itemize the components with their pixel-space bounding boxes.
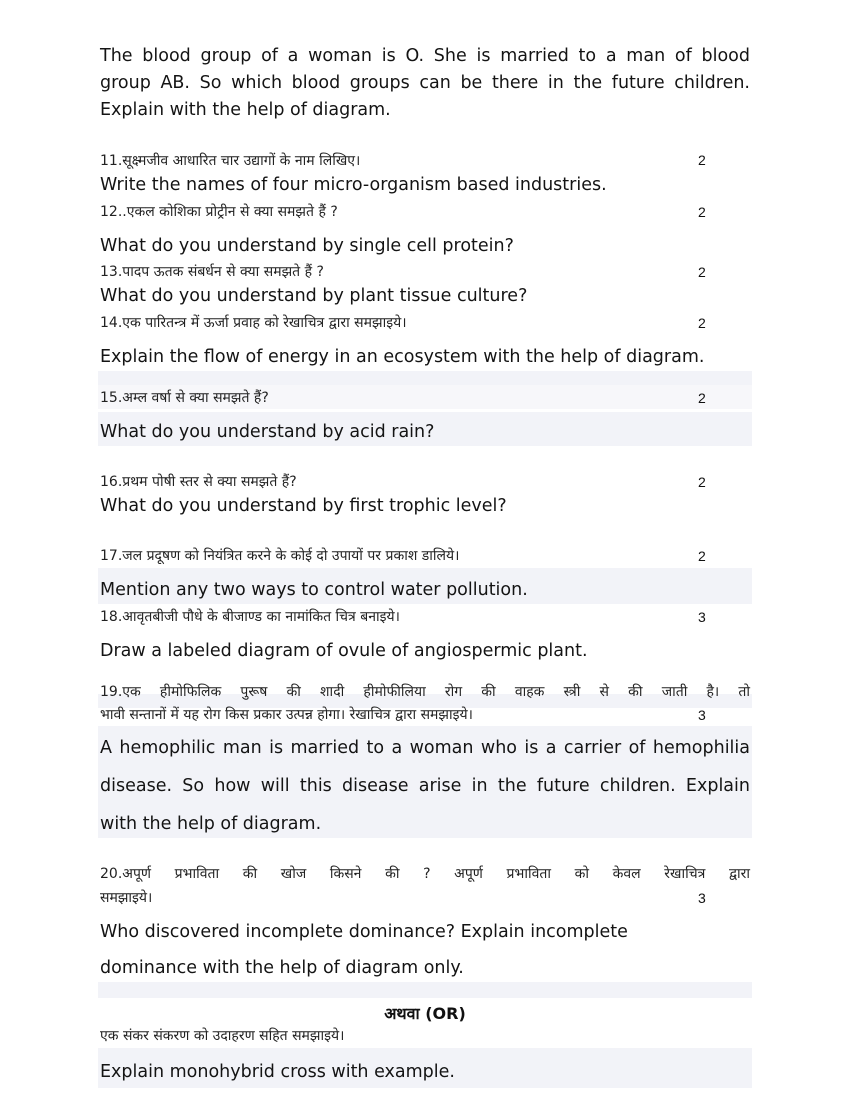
or-label: अथवा (OR) bbox=[384, 1004, 466, 1023]
question-marks: 2 bbox=[698, 152, 706, 168]
question-english: Draw a labeled diagram of ovule of angiospermic plant. bbox=[100, 641, 588, 661]
question-hindi: 16.प्रथम पोषी स्तर से क्या समझते हैं? bbox=[100, 474, 297, 490]
question-marks: 2 bbox=[698, 315, 706, 331]
question-english: What do you understand by acid rain? bbox=[100, 422, 435, 442]
question-marks: 2 bbox=[698, 390, 706, 406]
question-hindi: भावी सन्तानों में यह रोग किस प्रकार उत्पन्न होगा। रेखाचित्र द्वारा समझाइये। bbox=[100, 707, 473, 723]
question-marks: 3 bbox=[698, 890, 706, 906]
question-marks: 3 bbox=[698, 707, 706, 723]
question-hindi: 17.जल प्रदूषण को नियंत्रित करने के कोई दो उपायों पर प्रकाश डालिये। bbox=[100, 548, 460, 564]
question-marks: 3 bbox=[698, 609, 706, 625]
or-question-english: Explain monohybrid cross with example. bbox=[100, 1062, 455, 1082]
question-hindi: 12..एकल कोशिका प्रोट्रीन से क्या समझते हैं ? bbox=[100, 204, 338, 220]
question-english: What do you understand by plant tissue culture? bbox=[100, 286, 528, 306]
question-english: A hemophilic man is married to a woman who is a carrier of hemophilia bbox=[100, 738, 750, 758]
highlight-band bbox=[98, 371, 752, 385]
or-question-hindi: एक संकर संकरण को उदाहरण सहित समझाइये। bbox=[100, 1028, 345, 1044]
question-english: Mention any two ways to control water pollution. bbox=[100, 580, 528, 600]
question-hindi: 11.सूक्ष्मजीव आधारित चार उद्यागों के नाम लिखिए। bbox=[100, 153, 361, 169]
question-marks: 2 bbox=[698, 204, 706, 220]
question-english: Who discovered incomplete dominance? Explain incomplete bbox=[100, 922, 628, 942]
highlight-band bbox=[98, 982, 752, 998]
question-english: What do you understand by single cell protein? bbox=[100, 236, 514, 256]
intro-line: The blood group of a woman is O. She is married to a man of blood bbox=[100, 46, 750, 66]
question-hindi: समझाइये। bbox=[100, 890, 153, 906]
question-english: Write the names of four micro-organism based industries. bbox=[100, 175, 607, 195]
question-hindi: 20.अपूर्ण प्रभाविता की खोज किसने की ? अपूर्ण प्रभाविता को केवल रेखाचित्र द्वारा bbox=[100, 866, 750, 882]
intro-line: Explain with the help of diagram. bbox=[100, 100, 391, 120]
question-english: dominance with the help of diagram only. bbox=[100, 958, 464, 978]
question-english: Explain the flow of energy in an ecosystem with the help of diagram. bbox=[100, 347, 705, 367]
question-english: disease. So how will this disease arise in the future children. Explain bbox=[100, 776, 750, 796]
intro-line: group AB. So which blood groups can be there in the future children. bbox=[100, 73, 750, 93]
question-hindi: 15.अम्ल वर्षा से क्या समझते हैं? bbox=[100, 390, 269, 406]
question-marks: 2 bbox=[698, 548, 706, 564]
question-marks: 2 bbox=[698, 264, 706, 280]
question-english: What do you understand by first trophic level? bbox=[100, 496, 507, 516]
question-english: with the help of diagram. bbox=[100, 814, 322, 834]
question-hindi: 19.एक हीमोफिलिक पुरूष की शादी हीमोफीलिया रोग की वाहक स्त्री से की जाती है। तो bbox=[100, 684, 750, 700]
question-marks: 2 bbox=[698, 474, 706, 490]
question-hindi: 13.पादप ऊतक संबर्धन से क्या समझते हैं ? bbox=[100, 264, 324, 280]
question-hindi: 14.एक पारितन्त्र में ऊर्जा प्रवाह को रेखाचित्र द्वारा समझाइये। bbox=[100, 315, 407, 331]
question-hindi: 18.आवृतबीजी पौधे के बीजाण्ड का नामांकित चित्र बनाइये। bbox=[100, 609, 400, 625]
